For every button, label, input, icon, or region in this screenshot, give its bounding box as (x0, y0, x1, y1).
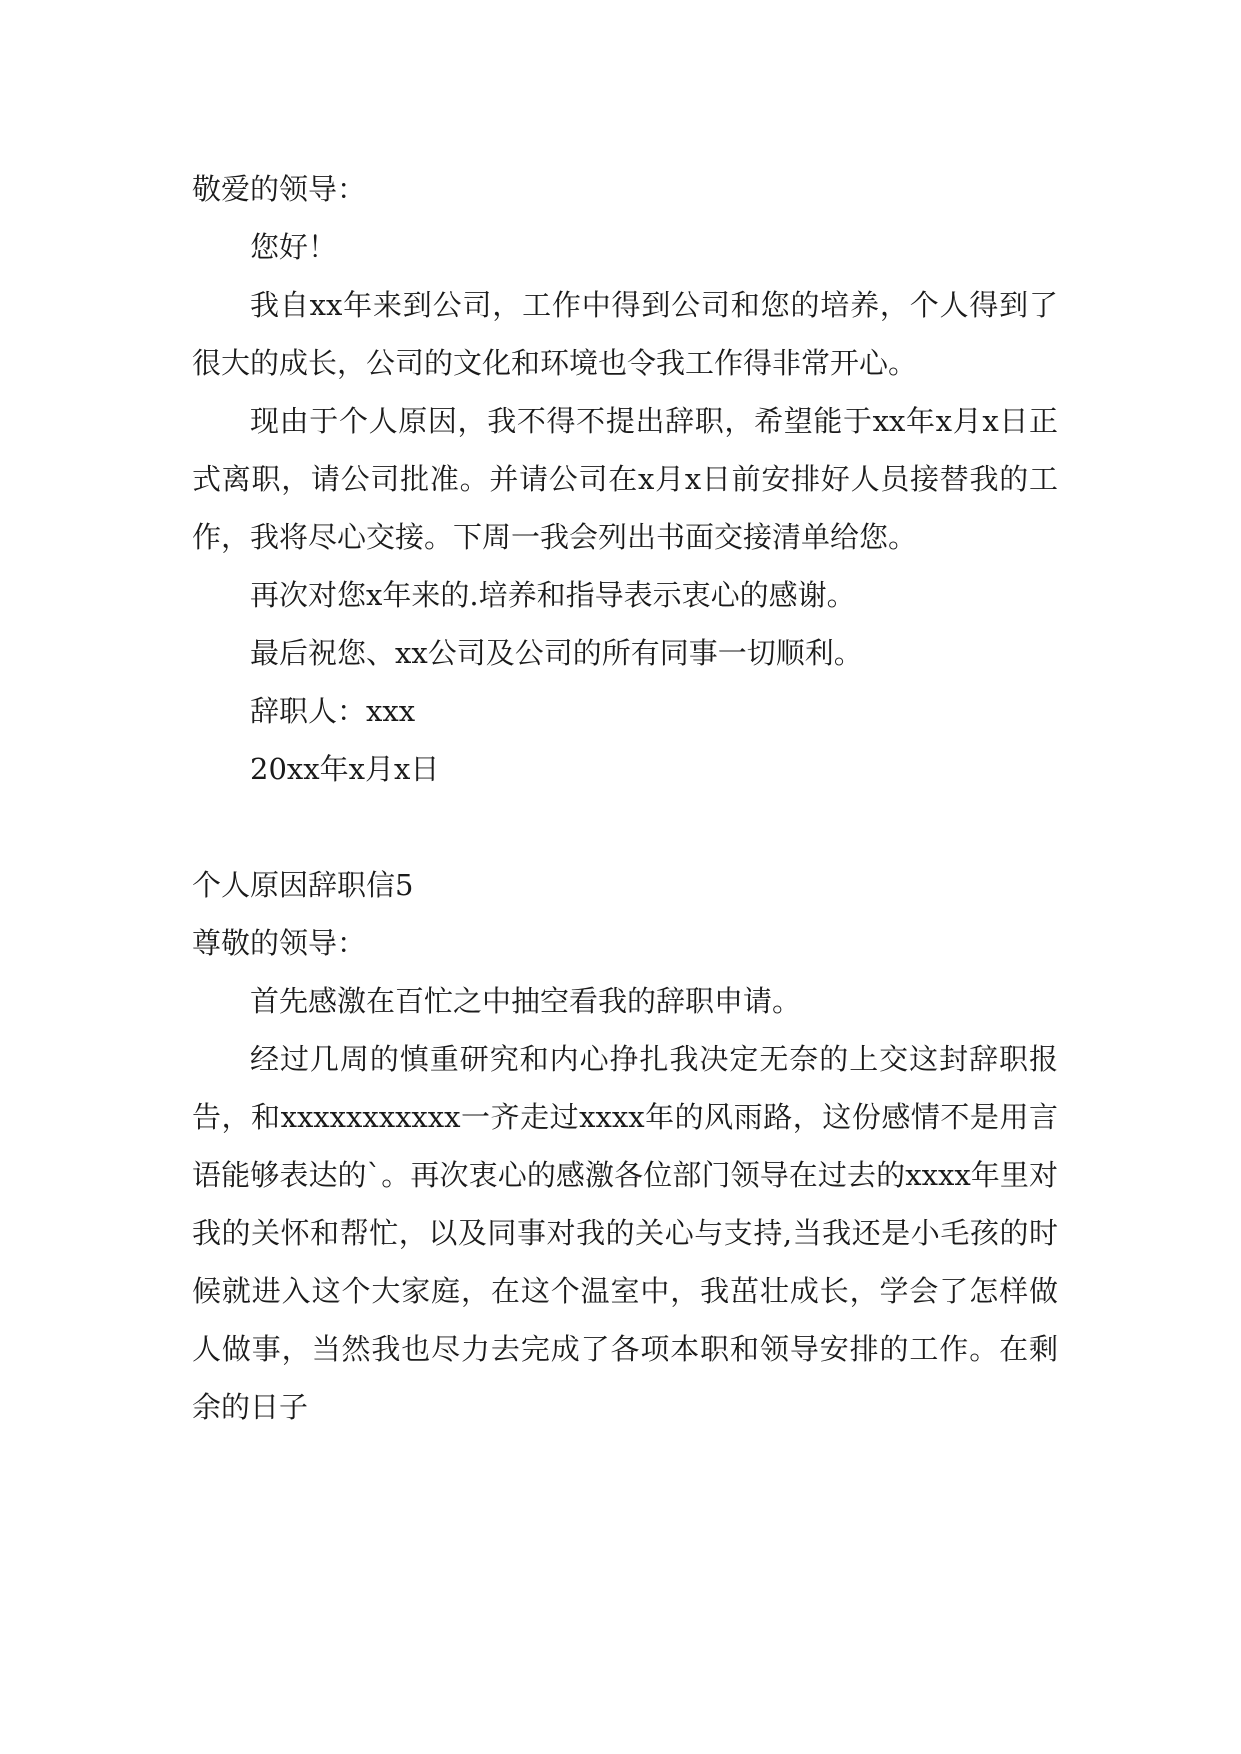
letter2-paragraph-1: 首先感激在百忙之中抽空看我的辞职申请。 (250, 984, 802, 1018)
letter1-paragraph-3: 再次对您x年来的.培养和指导表示衷心的感谢。 (250, 578, 856, 612)
letter1-signature: 辞职人：xxx (250, 694, 416, 728)
letter1-paragraph-4: 最后祝您、xx公司及公司的所有同事一切顺利。 (250, 636, 863, 670)
letter1-salutation: 敬爱的领导： (192, 172, 367, 206)
letter2-paragraph-2: 经过几周的慎重研究和内心挣扎我决定无奈的上交这封辞职报告，和xxxxxxxxxxx一齐走过xxxx年的风雨路，这份感情不是用言语能够表达的`。再次衷心的感激各位部门领导在过去的xxxx年里对我的关怀和帮忙，以及同事对我的关心与支持,当我还是小毛孩的时候就进入这个大家庭，在这个温室中，我茁壮成长，学会了怎样做人做事，当然我也尽力去完成了各项本职和领导安排的工作。在剩余的日子 (192, 1042, 1058, 1424)
letter1-date: 20xx年x月x日 (250, 752, 440, 786)
letter1-paragraph-1: 我自xx年来到公司，工作中得到公司和您的培养，个人得到了很大的成长，公司的文化和环境也令我工作得非常开心。 (192, 288, 1058, 380)
section-spacer (192, 798, 1058, 856)
letter2-title: 个人原因辞职信5 (192, 868, 414, 902)
letter2-salutation: 尊敬的领导： (192, 926, 367, 960)
letter1-paragraph-2: 现由于个人原因，我不得不提出辞职，希望能于xx年x月x日正式离职，请公司批准。并请公司在x月x日前安排好人员接替我的工作，我将尽心交接。下周一我会列出书面交接清单给您。 (192, 404, 1058, 554)
document-body (192, 160, 1058, 1436)
letter1-greeting: 您好！ (250, 230, 338, 264)
